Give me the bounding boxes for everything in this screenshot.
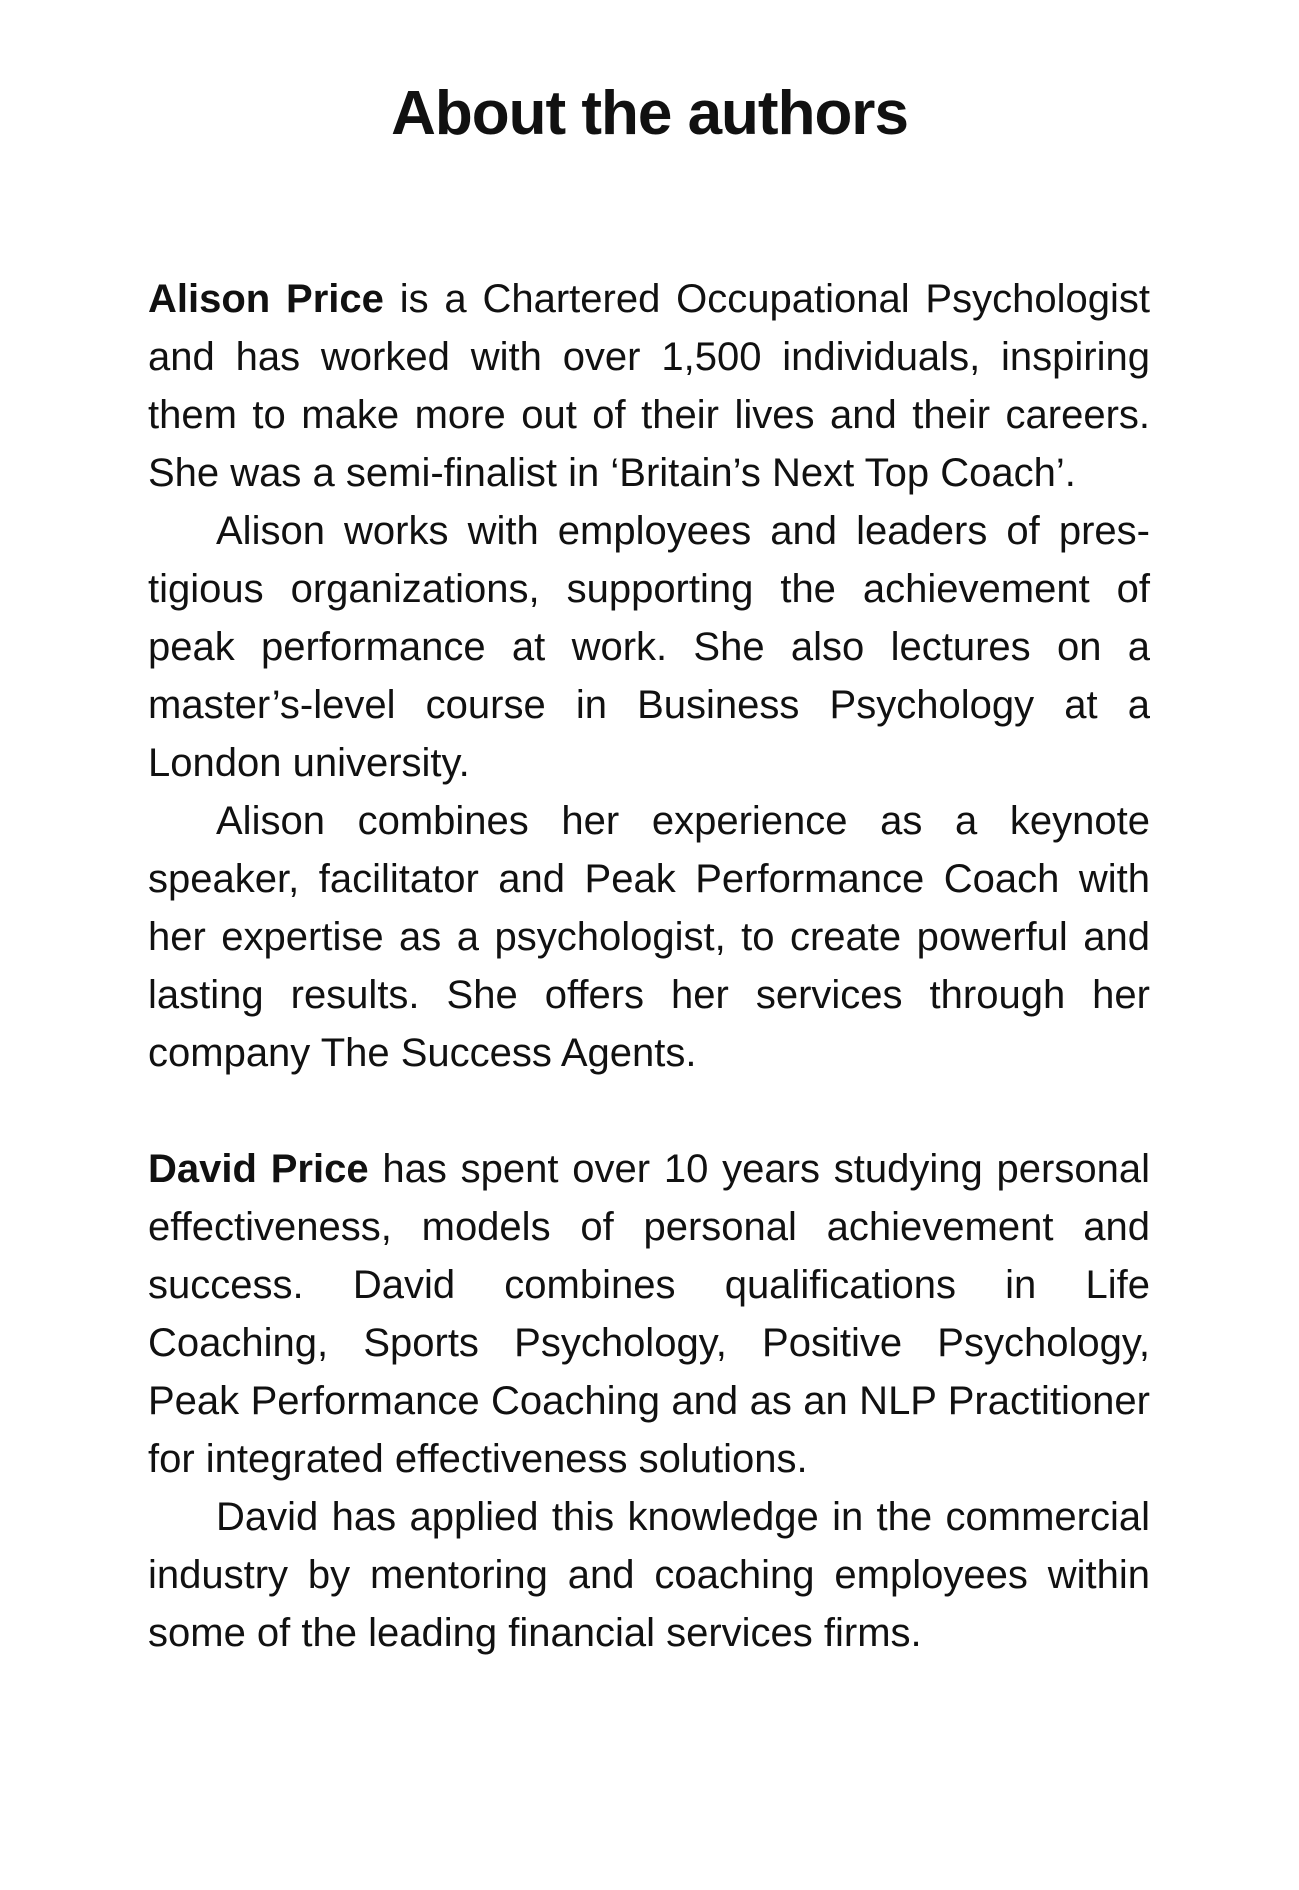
alison-bio-paragraph-3: Alison combines her experience as a keynote speaker, facilitator and Peak Performance Coach with her expertise as a psychologist, to create powerful and lasting results. She offers her services through her company The Success Agents. bbox=[148, 799, 1150, 1075]
alison-bio-text-1: is a Chartered Occupational Psychologist and has worked with over 1,500 individuals, inspiring them to make more out of their lives and their careers. She was a semi-finalist in ‘Britain’s Next Top Coach’. bbox=[148, 277, 1150, 495]
david-bio-text-1: has spent over 10 years studying personal effectiveness, models of personal achievement and success. David combines qualifications in Life Coaching, Sports Psychology, Positive Psychology, Peak Performance Coaching and as an NLP Practitioner for integrated effectiveness solutions. bbox=[148, 1147, 1150, 1481]
alison-bio-paragraph-1 bbox=[148, 270, 1150, 502]
david-bio-paragraph-2: David has applied this knowledge in the commercial industry by mentoring and coaching employees within some of the leading financial services firms. bbox=[148, 1495, 1150, 1655]
alison-bio-paragraph-2: Alison works with employees and leaders of prestigious organizations, supporting the achievement of peak performance at work. She also lectures on a master’s-level course in Business Psychology at a London university. bbox=[148, 509, 1150, 785]
david-name: David Price bbox=[148, 1147, 369, 1191]
authors-body bbox=[148, 270, 1150, 1662]
page-title: About the authors bbox=[391, 79, 908, 148]
david-bio-paragraph-1 bbox=[148, 1140, 1150, 1488]
alison-name: Alison Price bbox=[148, 277, 384, 321]
